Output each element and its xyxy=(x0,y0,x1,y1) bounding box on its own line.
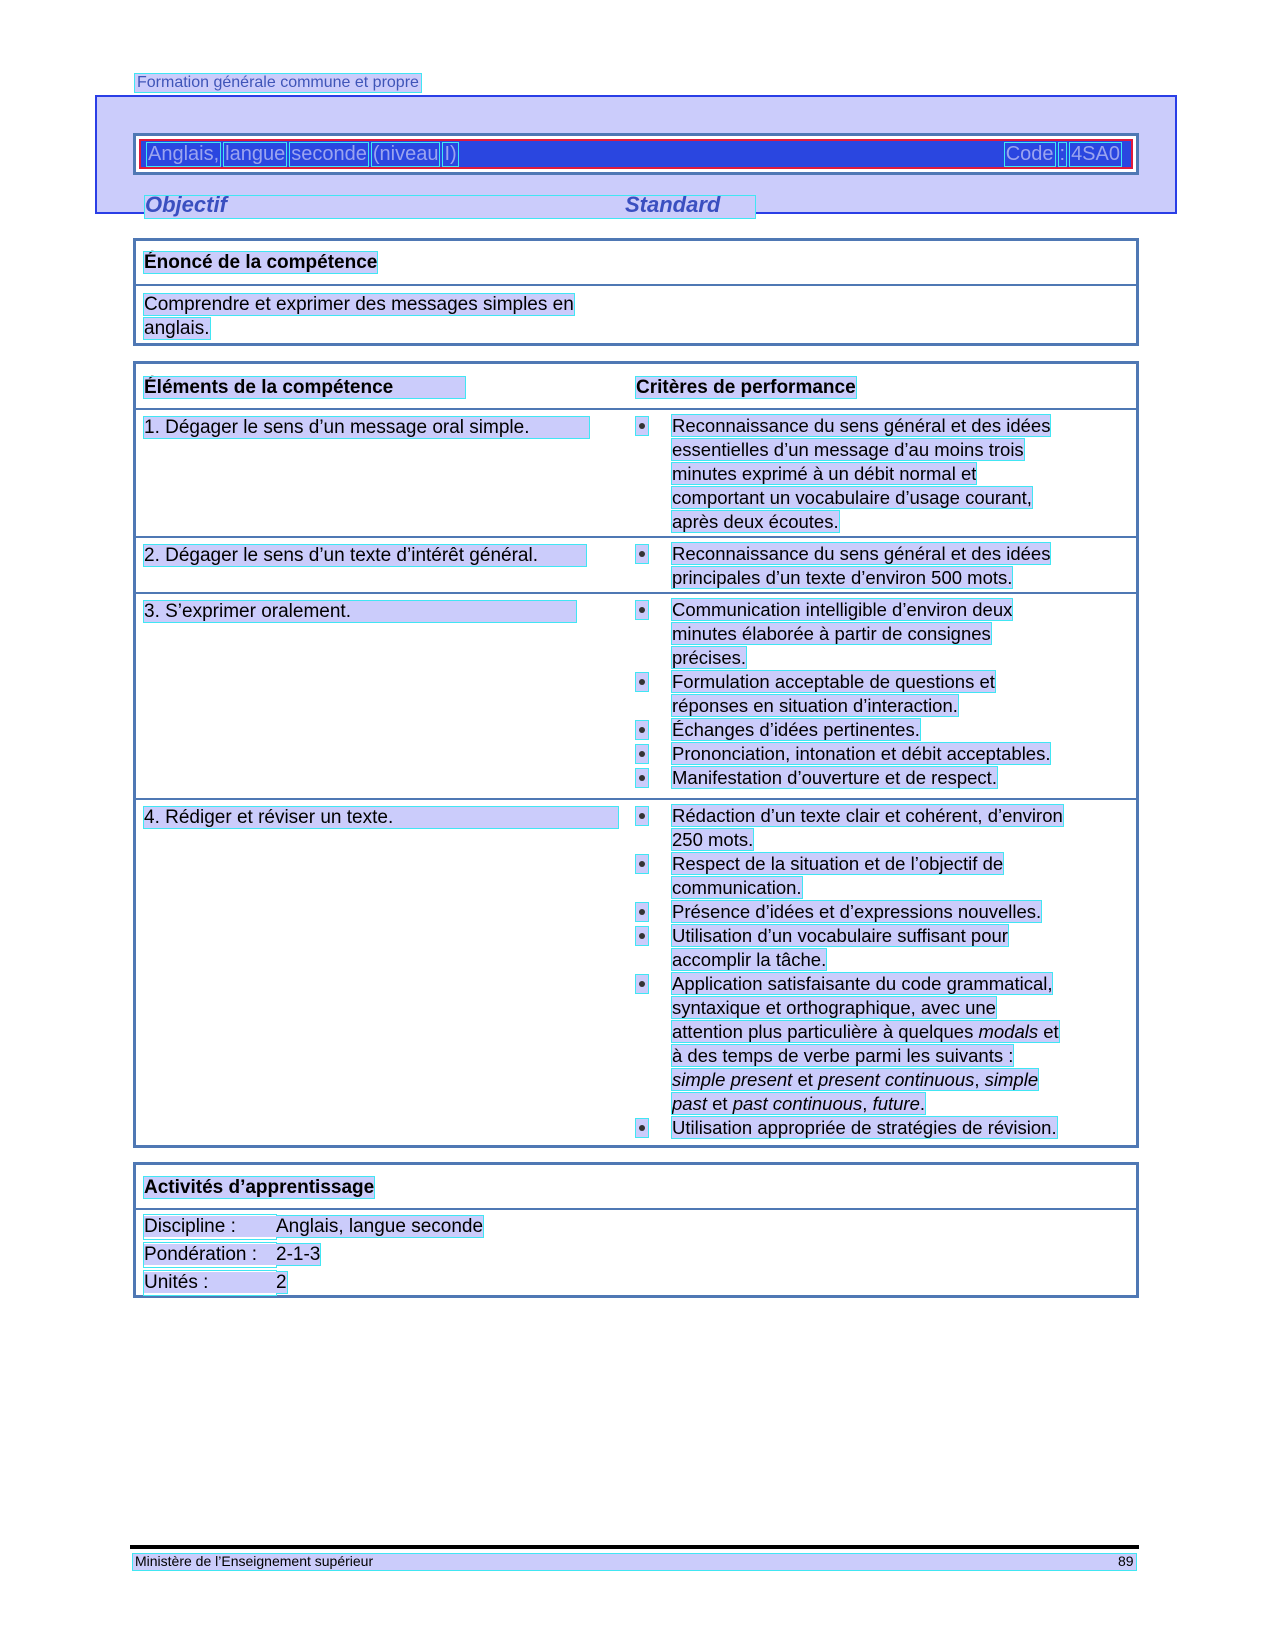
criterion-line: attention plus particulière à quelques xyxy=(672,1021,979,1042)
criterion-line: Utilisation d’un vocabulaire suffisant pour xyxy=(672,925,1008,946)
title-word: I) xyxy=(444,142,457,165)
bullet-icon xyxy=(636,975,648,993)
activites-heading: Activités d’apprentissage xyxy=(144,1177,375,1198)
bullet-icon xyxy=(636,855,648,873)
title-word: langue xyxy=(225,142,286,165)
criterion-fragment: , xyxy=(974,1069,985,1090)
criterion-line: communication. xyxy=(672,877,802,898)
element-item: 4. Rédiger et réviser un texte. xyxy=(144,807,618,828)
code-value: 4SA0 xyxy=(1071,142,1120,165)
activity-label: Pondération : xyxy=(144,1244,258,1265)
criterion-line: minutes élaborée à partir de consignes xyxy=(672,623,991,644)
course-code xyxy=(1005,143,1125,166)
criterion-line: Application satisfaisante du code grammatical, xyxy=(672,973,1053,994)
criterion-line: réponses en situation d’interaction. xyxy=(672,695,958,716)
activites-box xyxy=(133,1162,1139,1298)
course-title xyxy=(147,143,462,166)
criterion-line: Prononciation, intonation et débit acceptables. xyxy=(672,743,1051,764)
criterion-line: Respect de la situation et de l’objectif de xyxy=(672,853,1004,874)
activity-value: 2-1-3 xyxy=(276,1244,321,1265)
activity-value: 2 xyxy=(276,1272,287,1293)
element-item: 3. S’exprimer oralement. xyxy=(144,601,576,622)
bullet-icon xyxy=(636,545,648,563)
criterion-line: Utilisation appropriée de stratégies de révision. xyxy=(672,1117,1057,1138)
running-header: Formation générale commune et propre xyxy=(137,74,419,91)
criteria-list xyxy=(636,542,1106,590)
criteria-list xyxy=(636,414,1106,534)
criterion-italic: present continuous xyxy=(818,1069,975,1090)
bullet-icon xyxy=(636,601,648,619)
criterion-fragment: , xyxy=(862,1093,873,1114)
criterion-line: essentielles d’un message d’au moins trois xyxy=(672,439,1024,460)
objectif-label: Objectif xyxy=(145,192,227,217)
criterion-line: Rédaction d’un texte clair et cohérent, d’environ xyxy=(672,805,1063,826)
course-title-bar xyxy=(133,133,1139,175)
bullet-icon xyxy=(636,1119,648,1137)
activity-value: Anglais, langue seconde xyxy=(276,1216,484,1237)
elements-heading: Éléments de la compétence xyxy=(144,377,465,398)
criterion-italic: future xyxy=(872,1093,920,1114)
criterion-italic: modals xyxy=(978,1021,1039,1042)
criterion-line: Communication intelligible d’environ deux xyxy=(672,599,1013,620)
activity-label: Discipline : xyxy=(144,1216,236,1237)
criterion-line: Formulation acceptable de questions et xyxy=(672,671,995,692)
enonce-text-line: anglais. xyxy=(144,318,210,339)
criterion-line: Manifestation d’ouverture et de respect. xyxy=(672,767,997,788)
elements-box xyxy=(133,361,1139,1148)
footer-ministry: Ministère de l’Enseignement supérieur xyxy=(135,1553,374,1569)
enonce-box xyxy=(133,238,1139,346)
bullet-icon xyxy=(636,745,648,763)
criterion-line: 250 mots. xyxy=(672,829,754,850)
criteria-list xyxy=(636,804,1106,1140)
criterion-line: à des temps de verbe parmi les suivants : xyxy=(672,1045,1014,1066)
bullet-icon xyxy=(636,417,648,435)
criterion-line: Reconnaissance du sens général et des idées xyxy=(672,415,1051,436)
criterion-italic: simple xyxy=(984,1069,1039,1090)
criterion-fragment: et xyxy=(1038,1021,1059,1042)
title-word: Anglais, xyxy=(148,142,220,165)
title-word: seconde xyxy=(291,142,367,165)
code-label: Code xyxy=(1005,142,1054,165)
bullet-icon xyxy=(636,903,648,921)
criterion-line: accomplir la tâche. xyxy=(672,949,827,970)
bullet-icon xyxy=(636,927,648,945)
criterion-line: principales d’un texte d’environ 500 mots. xyxy=(672,567,1013,588)
objective-standard-row xyxy=(145,192,755,218)
bullet-icon xyxy=(636,769,648,787)
page-number: 89 xyxy=(1118,1553,1134,1569)
criterion-line: Échanges d’idées pertinentes. xyxy=(672,719,920,740)
element-item: 1. Dégager le sens d’un message oral simple. xyxy=(144,417,589,438)
criterion-italic: past continuous xyxy=(732,1093,863,1114)
bullet-icon xyxy=(636,807,648,825)
criterion-line: Présence d’idées et d’expressions nouvelles. xyxy=(672,901,1042,922)
criterion-line: minutes exprimé à un débit normal et xyxy=(672,463,977,484)
criteria-list xyxy=(636,598,1106,790)
criterion-line: syntaxique et orthographique, avec une xyxy=(672,997,996,1018)
footer-rule xyxy=(130,1545,1139,1549)
criteria-heading: Critères de performance xyxy=(636,377,856,398)
code-colon: : xyxy=(1059,142,1066,165)
criterion-line: comportant un vocabulaire d’usage courant, xyxy=(672,487,1032,508)
activity-label: Unités : xyxy=(144,1272,209,1293)
criterion-fragment: et xyxy=(792,1069,819,1090)
criterion-line: après deux écoutes. xyxy=(672,511,839,532)
criterion-italic: simple present xyxy=(672,1069,793,1090)
criterion-italic: past xyxy=(672,1093,707,1114)
title-word: (niveau xyxy=(372,142,439,165)
bullet-icon xyxy=(636,673,648,691)
criterion-line: Reconnaissance du sens général et des idées xyxy=(672,543,1051,564)
standard-label: Standard xyxy=(625,192,721,217)
element-item: 2. Dégager le sens d’un texte d’intérêt général. xyxy=(144,545,586,566)
criterion-fragment: et xyxy=(706,1093,733,1114)
criterion-fragment: . xyxy=(919,1093,926,1114)
enonce-heading: Énoncé de la compétence xyxy=(144,252,378,273)
criterion-line: précises. xyxy=(672,647,747,668)
bullet-icon xyxy=(636,721,648,739)
enonce-text-line: Comprendre et exprimer des messages simples en xyxy=(144,294,574,315)
